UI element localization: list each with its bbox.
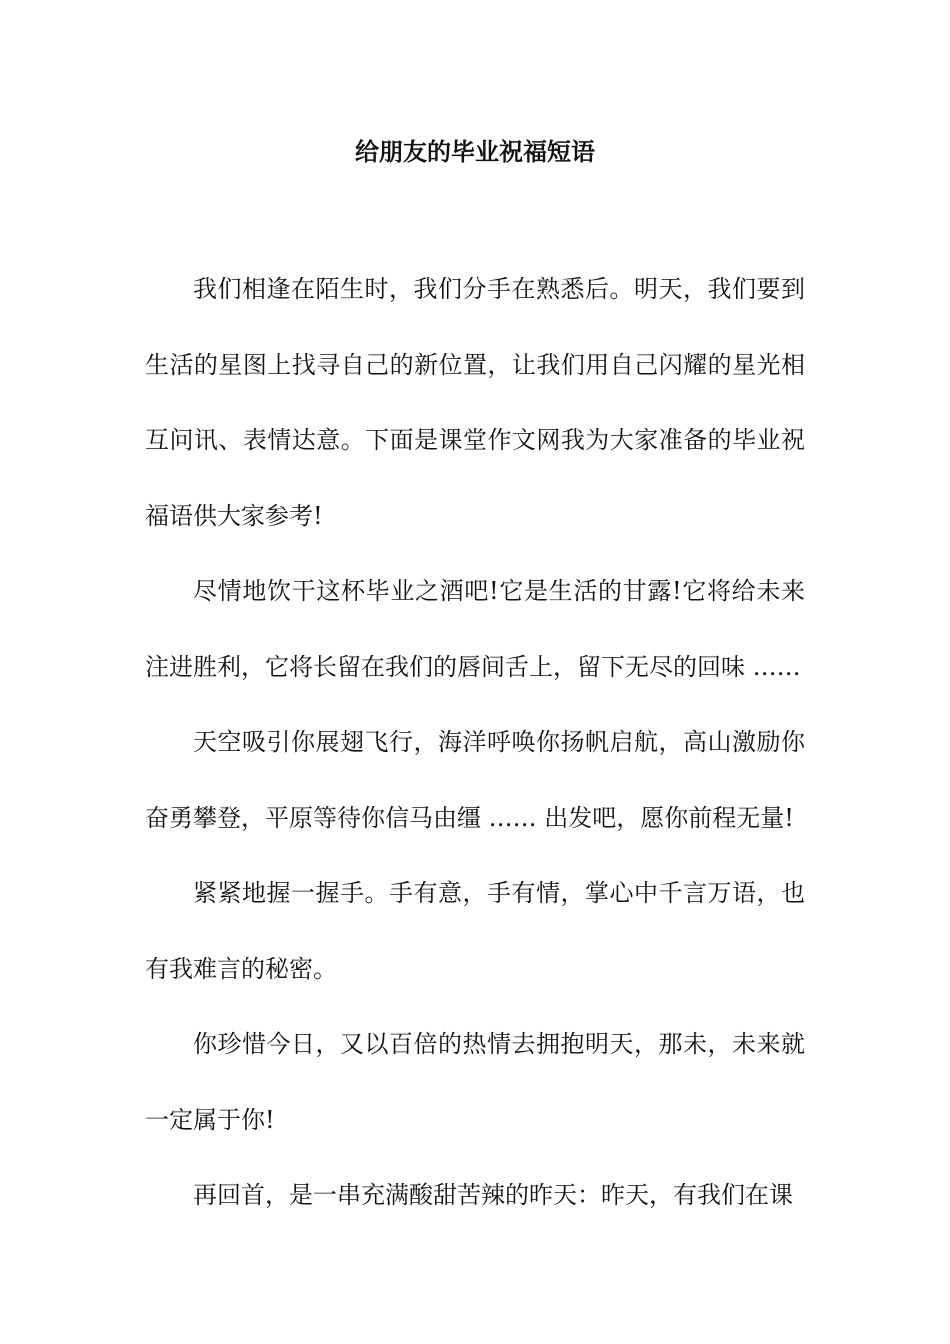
- document-body: [145, 252, 805, 1234]
- paragraph: 你珍惜今日，又以百倍的热情去拥抱明天，那未，未来就一定属于你!: [145, 1030, 805, 1134]
- paragraph: 天空吸引你展翅飞行，海洋呼唤你扬帆启航，高山激励你奋勇攀登，平原等待你信马由缰 …… 出发吧，愿你前程无量!: [145, 728, 805, 832]
- paragraph: 我们相逢在陌生时，我们分手在熟悉后。明天，我们要到生活的星图上找寻自己的新位置，让我们用自己闪耀的星光相互问讯、表情达意。下面是课堂作文网我为大家准备的毕业祝福语供大家参考!: [145, 275, 805, 530]
- document-title: 给朋友的毕业祝福短语: [355, 137, 595, 166]
- paragraph: 再回首，是一串充满酸甜苦辣的昨天：昨天，有我们在课: [193, 1181, 793, 1209]
- paragraph: 紧紧地握一握手。手有意，手有情，掌心中千言万语，也有我难言的秘密。: [145, 879, 805, 983]
- paragraph: 尽情地饮干这杯毕业之酒吧!它是生活的甘露!它将给未来注进胜利，它将长留在我们的唇间舌上，留下无尽的回味 ……: [145, 577, 805, 681]
